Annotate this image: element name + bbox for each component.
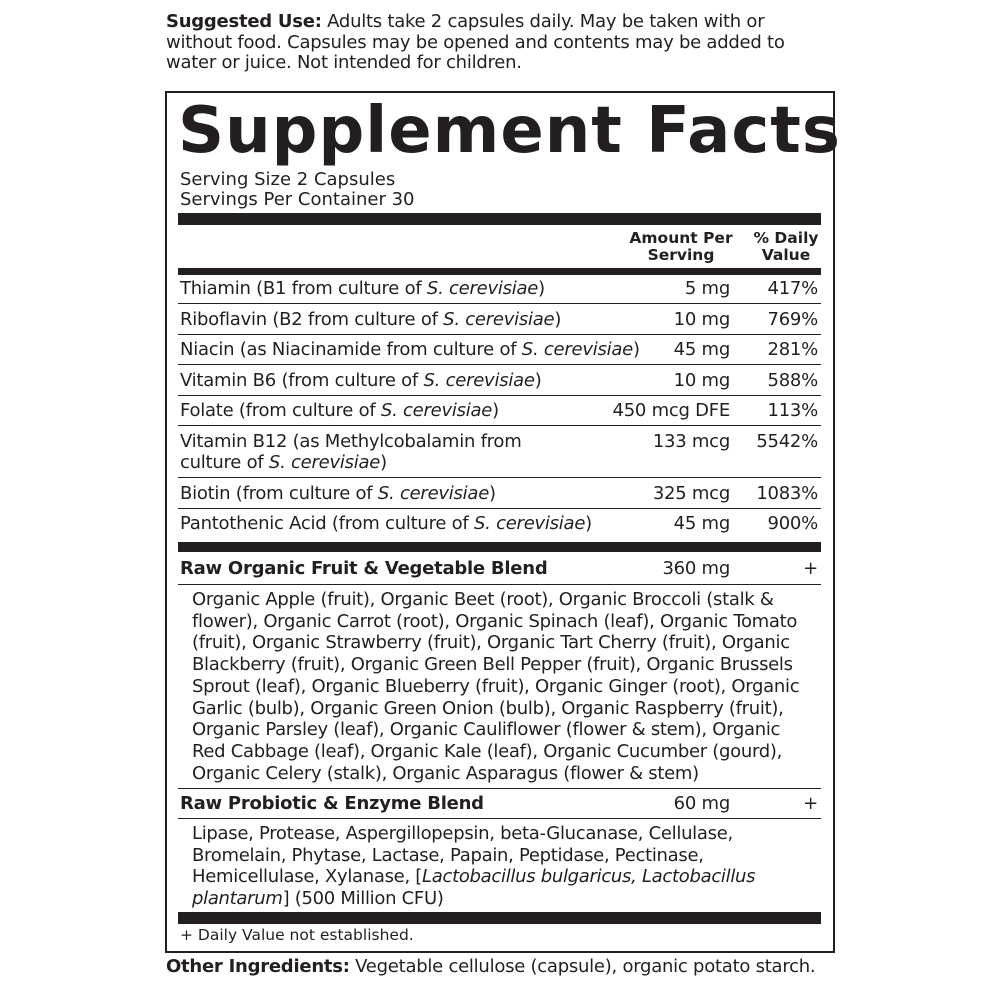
nutrient-daily-value: 900%: [767, 513, 818, 534]
nutrient-daily-value: 1083%: [756, 483, 818, 504]
serving-size: Serving Size 2 Capsules: [180, 169, 396, 190]
nutrient-source-italic: S. cerevisiae: [377, 483, 490, 504]
row-divider: [178, 584, 821, 585]
blend-line: Blackberry (fruit), Organic Green Bell Pepper (fruit), Organic Brussels: [192, 654, 793, 676]
thick-divider: [178, 213, 821, 225]
nutrient-daily-value: 113%: [767, 400, 818, 421]
suggested-use: [166, 12, 806, 74]
nutrient-text: ): [489, 483, 496, 504]
nutrient-source-italic: S. cerevisiae: [268, 452, 381, 473]
nutrient-amount: 450 mcg DFE: [612, 400, 730, 421]
nutrient-text: Riboflavin (B2 from culture of: [180, 309, 444, 330]
nutrient-text: ): [632, 339, 640, 360]
row-divider: [178, 334, 821, 335]
nutrient-daily-value: 5542%: [756, 431, 818, 452]
daily-value-header: [748, 230, 824, 264]
nutrient-amount: 5 mg: [684, 278, 730, 299]
nutrient-source-italic: S. cerevisiae: [380, 400, 493, 421]
thick-divider-blends: [178, 542, 821, 552]
blend-line: [192, 866, 832, 888]
nutrient-text: ): [585, 513, 592, 534]
nutrient-amount: 325 mcg: [652, 483, 730, 504]
amount-header-line2: Serving: [647, 246, 715, 264]
nutrient-text: ): [554, 309, 562, 330]
blend-line: (fruit), Organic Strawberry (fruit), Organic Tart Cherry (fruit), Organic: [192, 632, 790, 654]
blend-line-text: Hemicellulase, Xylanase, [: [192, 866, 423, 888]
nutrient-text: Vitamin B12 (as Methylcobalamin from: [180, 431, 522, 452]
other-ingredients-text: Vegetable cellulose (capsule), organic potato starch.: [355, 956, 816, 977]
nutrient-daily-value: 588%: [767, 370, 818, 391]
blend-line: Organic Celery (stalk), Organic Asparagus (flower & stem): [192, 762, 699, 784]
dv-header-line1: % Daily: [753, 229, 819, 247]
blend-line-text: ] (500 Million CFU): [282, 888, 444, 910]
row-divider: [178, 477, 821, 478]
medium-divider: [178, 268, 821, 275]
blend-ingredients: [192, 823, 832, 910]
dv-header-line2: Value: [761, 246, 811, 264]
nutrient-name: [180, 513, 592, 534]
nutrient-name: [180, 339, 640, 360]
blend-line: Lipase, Protease, Aspergillopepsin, beta-Glucanase, Cellulase,: [192, 823, 733, 844]
nutrient-source-italic: S. cerevisiae: [521, 339, 633, 360]
blend-line: Bromelain, Phytase, Lactase, Papain, Peptidase, Pectinase,: [192, 844, 704, 866]
nutrient-daily-value: 417%: [767, 278, 818, 299]
blend-amount: 60 mg: [673, 793, 730, 814]
nutrient-text: culture of: [180, 452, 269, 473]
blend-line: Garlic (bulb), Organic Green Onion (bulb), Organic Raspberry (fruit),: [192, 697, 784, 719]
other-ingredients: [166, 957, 815, 977]
nutrient-name: [180, 431, 521, 473]
blend-amount: 360 mg: [662, 558, 730, 579]
other-ingredients-label: Other Ingredients:: [166, 956, 350, 977]
row-divider: [178, 788, 821, 789]
blend-dv: +: [803, 793, 818, 814]
blend-line: flower), Organic Carrot (root), Organic Spinach (leaf), Organic Tomato: [192, 610, 798, 632]
blend-name: Raw Probiotic & Enzyme Blend: [180, 793, 484, 814]
suggested-use-label: Suggested Use:: [166, 11, 322, 32]
row-divider: [178, 425, 821, 426]
row-divider: [178, 364, 821, 365]
row-divider: [178, 395, 821, 396]
blend-line-italic: plantarum: [192, 888, 283, 910]
blend-line: Organic Parsley (leaf), Organic Cauliflower (flower & stem), Organic: [192, 719, 781, 741]
footnote: + Daily Value not established.: [180, 926, 414, 944]
nutrient-text: Pantothenic Acid (from culture of: [180, 513, 474, 534]
blend-line-italic: Lactobacillus bulgaricus, Lactobacillus: [422, 866, 756, 888]
nutrient-daily-value: 769%: [767, 309, 818, 330]
blend-line: Organic Apple (fruit), Organic Beet (root), Organic Broccoli (stalk &: [192, 589, 774, 610]
nutrient-text: ): [534, 370, 542, 391]
blend-line: Red Cabbage (leaf), Organic Kale (leaf), Organic Cucumber (gourd),: [192, 740, 783, 762]
blend-dv: +: [803, 558, 818, 579]
nutrient-name: [180, 370, 541, 391]
nutrient-amount: 10 mg: [673, 309, 730, 330]
nutrient-name: [180, 278, 545, 299]
blend-line: Sprout (leaf), Organic Blueberry (fruit), Organic Ginger (root), Organic: [192, 675, 800, 697]
nutrient-source-italic: S. cerevisiae: [443, 309, 555, 330]
blend-line: [192, 888, 832, 910]
nutrient-text: ): [380, 452, 387, 473]
nutrient-amount: 10 mg: [673, 370, 730, 391]
nutrient-text: ): [538, 278, 545, 299]
nutrient-text: Folate (from culture of: [180, 400, 381, 421]
nutrient-text: ): [492, 400, 499, 421]
blend-name: Raw Organic Fruit & Vegetable Blend: [180, 558, 548, 579]
nutrient-amount: 45 mg: [673, 339, 730, 360]
nutrient-source-italic: S. cerevisiae: [426, 278, 539, 299]
nutrient-daily-value: 281%: [767, 339, 818, 360]
nutrient-name: [180, 309, 561, 330]
nutrient-text: Niacin (as Niacinamide from culture of: [180, 339, 522, 360]
thick-divider-bottom: [178, 912, 821, 924]
blend-ingredients: [192, 589, 832, 784]
amount-per-serving-header: [624, 230, 738, 264]
nutrient-text: Vitamin B6 (from culture of: [180, 370, 424, 391]
nutrient-name: [180, 400, 499, 421]
nutrient-source-italic: S. cerevisiae: [423, 370, 535, 391]
row-divider: [178, 303, 821, 304]
amount-header-line1: Amount Per: [629, 229, 733, 247]
nutrient-name: [180, 483, 496, 504]
row-divider: [178, 508, 821, 509]
nutrient-amount: 45 mg: [673, 513, 730, 534]
nutrient-amount: 133 mcg: [652, 431, 730, 452]
panel-title: Supplement Facts: [178, 94, 841, 168]
nutrient-text: Biotin (from culture of: [180, 483, 378, 504]
suggested-use-text: Adults take 2 capsules daily. May be taken with or without food. Capsules may be opened and contents may be added to water or juice. Not intended for children.: [166, 11, 785, 73]
nutrient-source-italic: S. cerevisiae: [473, 513, 586, 534]
servings-per-container: Servings Per Container 30: [180, 189, 415, 210]
nutrient-text: Thiamin (B1 from culture of: [180, 278, 427, 299]
row-divider: [178, 818, 821, 819]
